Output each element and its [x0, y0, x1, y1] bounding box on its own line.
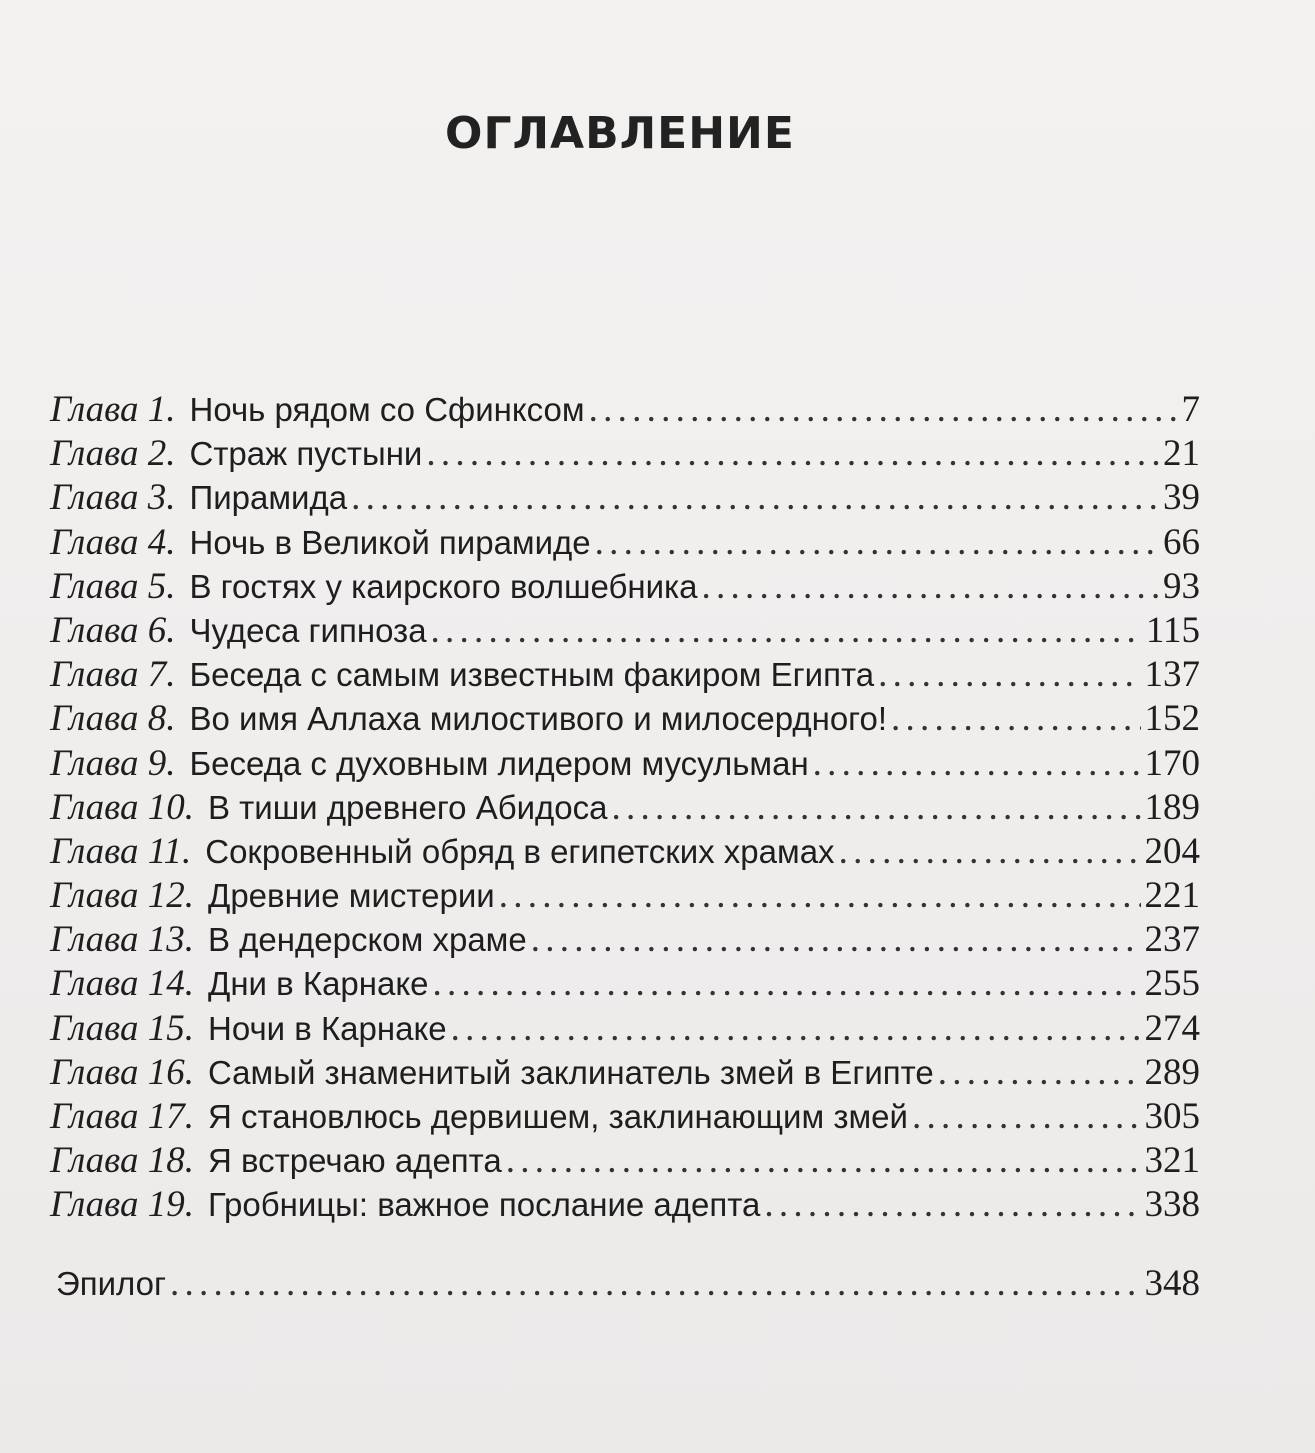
chapter-page-number: 115 [1145, 609, 1200, 651]
chapter-page-number: 237 [1144, 919, 1200, 961]
chapter-page-number: 289 [1144, 1051, 1200, 1093]
dot-leader [431, 609, 1142, 653]
dot-leader [938, 1051, 1141, 1095]
toc-entry [50, 653, 1200, 697]
chapter-label: Глава 13. [50, 919, 194, 961]
toc-entry-epilogue [56, 1262, 1200, 1306]
chapter-label: Глава 16. [50, 1051, 194, 1093]
toc-entry [50, 742, 1200, 786]
chapter-label: Глава 12. [50, 875, 194, 917]
chapter-label: Глава 15. [50, 1007, 194, 1049]
chapter-label: Глава 9. [50, 742, 176, 784]
chapter-label: Глава 11. [50, 830, 192, 872]
chapter-title: Пирамида [189, 479, 348, 517]
chapter-page-number: 7 [1181, 389, 1200, 430]
chapter-title: Древние мистерии [207, 877, 495, 915]
chapter-label: Глава 5. [50, 565, 176, 607]
toc-entry [50, 786, 1200, 830]
dot-leader [595, 521, 1159, 565]
chapter-label: Глава 17. [50, 1096, 194, 1137]
chapter-label: Глава 19. [50, 1184, 194, 1226]
epilogue-entry [56, 1262, 1200, 1306]
chapter-title: В дендерском храме [207, 921, 527, 959]
toc-entry [50, 1095, 1200, 1139]
chapter-page-number: 152 [1144, 698, 1200, 740]
chapter-title: Беседа с духовным лидером мусульман [189, 744, 809, 782]
dot-leader [506, 1139, 1141, 1183]
chapter-page-number: 221 [1144, 875, 1200, 917]
toc-entry [50, 874, 1200, 918]
dot-leader [499, 874, 1141, 918]
chapter-page-number: 305 [1144, 1096, 1200, 1137]
dot-leader [764, 1183, 1140, 1227]
chapter-page-number: 321 [1144, 1140, 1200, 1182]
chapter-label: Глава 18. [50, 1140, 194, 1182]
page-title: ОГЛАВЛЕНИЕ [445, 108, 795, 159]
toc-entry [50, 521, 1200, 565]
dot-leader [702, 565, 1159, 609]
chapter-title: В гостях у каирского волшебника [189, 567, 698, 605]
chapter-title: Я становлюсь дервишем, заклинающим змей [207, 1098, 908, 1135]
chapter-title: Сокровенный обряд в египетских храмах [205, 832, 835, 870]
toc-entry [50, 609, 1200, 653]
chapter-title: Чудеса гипноза [189, 611, 427, 649]
dot-leader [531, 918, 1141, 962]
dot-leader [878, 653, 1140, 697]
dot-leader [351, 476, 1159, 520]
chapter-label: Глава 8. [50, 698, 176, 740]
dot-leader [433, 962, 1141, 1006]
toc-entry [50, 962, 1200, 1006]
chapter-label: Глава 7. [50, 654, 176, 696]
chapter-page-number: 39 [1163, 477, 1200, 519]
toc-entry [50, 565, 1200, 609]
dot-leader [589, 388, 1178, 432]
chapter-title: Гробницы: важное послание адепта [207, 1186, 761, 1224]
epilogue-page-number: 348 [1144, 1263, 1200, 1304]
chapter-title: Ночь в Великой пирамиде [189, 523, 591, 561]
dot-leader [891, 697, 1140, 741]
toc-entry [50, 432, 1200, 476]
dot-leader [912, 1095, 1141, 1139]
chapter-title: Во имя Аллаха милостивого и милосердного! [189, 700, 888, 738]
chapter-page-number: 189 [1144, 786, 1200, 828]
toc-entry [50, 476, 1200, 520]
table-of-contents [50, 388, 1200, 1228]
chapter-title: Ночи в Карнаке [207, 1009, 447, 1047]
toc-entry [50, 388, 1200, 432]
chapter-page-number: 137 [1144, 654, 1200, 696]
chapter-page-number: 66 [1163, 521, 1200, 563]
toc-entry [50, 1183, 1200, 1227]
chapter-title: Беседа с самым известным факиром Египта [189, 656, 875, 694]
toc-entry [50, 830, 1200, 874]
dot-leader [426, 432, 1159, 476]
chapter-label: Глава 6. [50, 609, 176, 651]
toc-entry [50, 697, 1200, 741]
chapter-label: Глава 14. [50, 963, 194, 1005]
chapter-page-number: 93 [1163, 565, 1200, 607]
chapter-label: Глава 1. [50, 389, 176, 430]
chapter-title: Ночь рядом со Сфинксом [189, 391, 585, 428]
chapter-title: Я встречаю адепта [207, 1142, 502, 1180]
chapter-title: Дни в Карнаке [207, 965, 429, 1003]
dot-leader [451, 1007, 1141, 1051]
chapter-page-number: 255 [1144, 963, 1200, 1005]
dot-leader [839, 830, 1141, 874]
chapter-label: Глава 4. [50, 521, 176, 563]
chapter-title: Самый знаменитый заклинатель змей в Египте [207, 1053, 934, 1091]
chapter-page-number: 170 [1144, 742, 1200, 784]
chapter-page-number: 21 [1163, 433, 1200, 475]
chapter-page-number: 204 [1144, 830, 1200, 872]
toc-entry [50, 918, 1200, 962]
dot-leader [612, 786, 1141, 830]
chapter-label: Глава 10. [50, 786, 194, 828]
dot-leader [813, 742, 1141, 786]
toc-entry [50, 1139, 1200, 1183]
chapter-label: Глава 3. [50, 477, 176, 519]
chapter-page-number: 338 [1144, 1184, 1200, 1226]
epilogue-title: Эпилог [56, 1265, 167, 1302]
toc-entry [50, 1051, 1200, 1095]
chapter-title: В тиши древнего Абидоса [207, 788, 608, 826]
chapter-title: Страж пустыни [189, 435, 423, 473]
chapter-page-number: 274 [1144, 1007, 1200, 1049]
chapter-label: Глава 2. [50, 433, 176, 475]
toc-entry [50, 1007, 1200, 1051]
dot-leader [170, 1262, 1140, 1306]
